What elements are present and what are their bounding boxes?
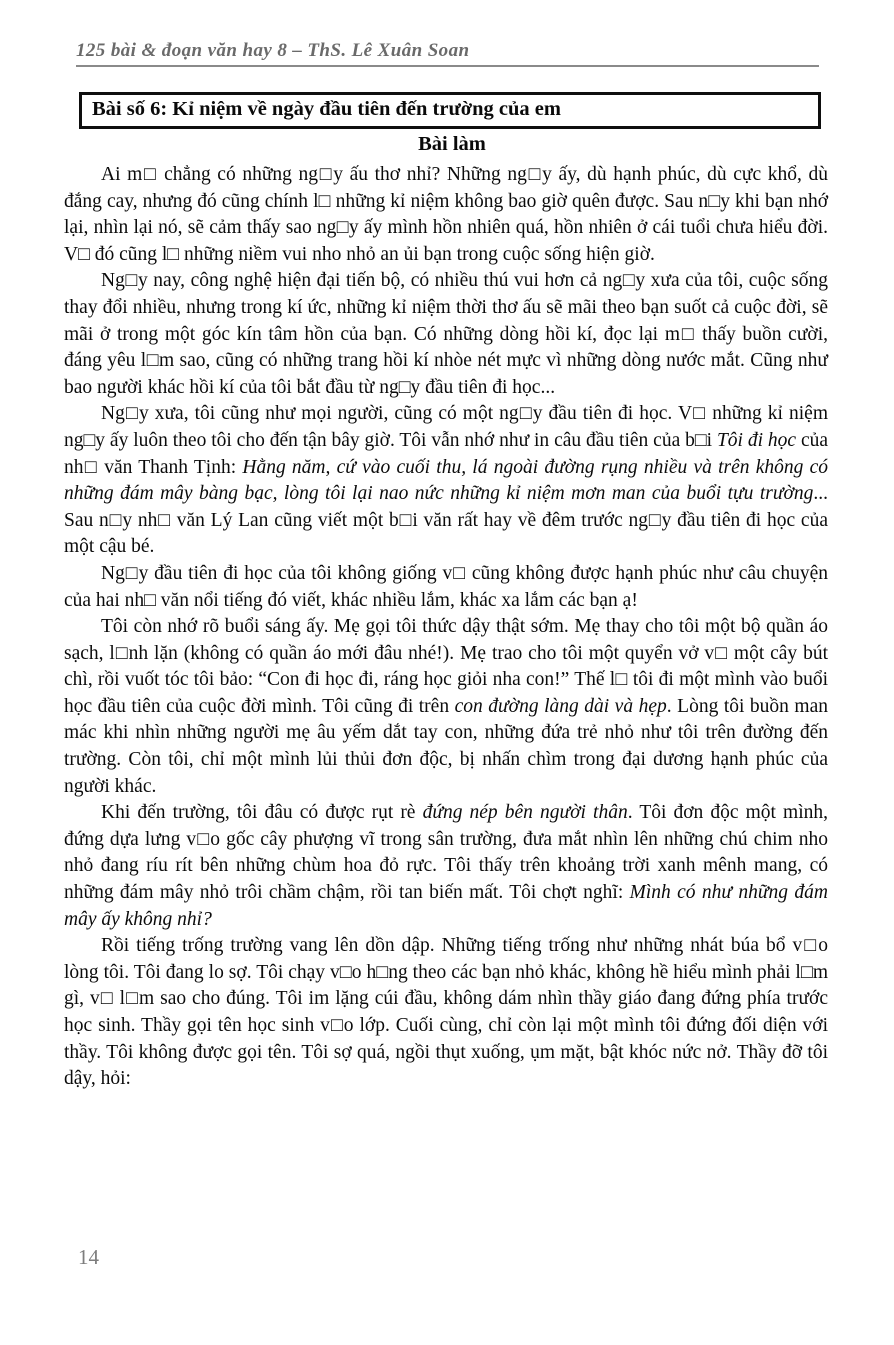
essay-paragraph: Tôi còn nhớ rõ buổi sáng ấy. Mẹ gọi tôi thức dậy thật sớm. Mẹ thay cho tôi một bộ quần áo sạch, l□nh lặn (không có quần áo mới đâu nhé!). Mẹ trao cho tôi một quyển vở v□ một cây bút chì, rồi vuốt tóc tôi bảo: “Con đi học đi, ráng học giỏi nha con!” Thế l□ tôi đi một mình vào buổi học đầu tiên của cuộc đời mình. Tôi cũng đi trên con đường làng dài và hẹp. Lòng tôi buồn man mác khi nhìn những người mẹ âu yếm dắt tay con, những đứa trẻ nhỏ như tôi trên đường đến trường. Còn tôi, chỉ một mình lủi thủi đơn độc, bị nhấn chìm trong đại dương hạnh phúc của người khác. <box>64 616 829 797</box>
essay-paragraph: Rồi tiếng trống trường vang lên dồn dập. Những tiếng trống như những nhát búa bổ v□o lòng tôi. Tôi đang lo sợ. Tôi chạy v□o h□ng theo các bạn nhỏ khác, không hề hiểu mình phải l□m gì, v□ l□m sao cho đúng. Tôi im lặng cúi đầu, không dám nhìn thầy giáo đang đứng phía trước học sinh. Thầy gọi tên học sinh v□o lớp. Cuối cùng, chỉ còn lại một mình tôi đứng đối diện với thầy. Tôi không được gọi tên. Tôi sợ quá, ngồi thụt xuống, ụm mặt, bật khóc nức nở. Thầy đỡ tôi dậy, hỏi: <box>64 935 828 1090</box>
page-number: 14 <box>78 1245 99 1269</box>
essay-content <box>64 162 828 1093</box>
essay-paragraph: Khi đến trường, tôi đâu có được rụt rè đứng nép bên người thân. Tôi đơn độc một mình, đứng dựa lưng v□o gốc cây phượng vĩ trong sân trường, đưa mắt nhìn lên những chú chim nho nhỏ đang ríu rít bên những chùm hoa đỏ rực. Tôi thấy trên khoảng trời xanh mênh mang, có những đám mây nhỏ trôi chầm chậm, rồi tan biến mất. Tôi chợt nghĩ: Mình có như những đám mây ấy không nhỉ? <box>64 802 829 930</box>
header-rule <box>76 65 819 67</box>
running-header <box>76 40 820 67</box>
essay-paragraph: Ai m□ chẳng có những ng□y ấu thơ nhỉ? Những ng□y ấy, dù hạnh phúc, dù cực khổ, dù đắng cay, nhưng đó cũng chính l□ những kỉ niệm không bao giờ quên được. Sau n□y khi bạn nhớ lại, nhìn lại nó, sẽ cảm thấy sao ng□y ấy mình hồn nhiên quá, hồn nhiên ở cái tuổi chưa hiểu đời. V□ đó cũng l□ những niềm vui nho nhỏ an ủi bạn trong cuộc sống hiện giờ. <box>64 164 828 265</box>
essay-paragraph: Ng□y đầu tiên đi học của tôi không giống v□ cũng không được hạnh phúc như câu chuyện của hai nh□ văn nổi tiếng đó viết, khác nhiều lắm, khác xa lắm các bạn ạ! <box>64 562 828 611</box>
essay-heading: Bài làm <box>418 133 486 155</box>
lesson-title-box <box>79 92 821 129</box>
lesson-title: Bài số 6: Kỉ niệm về ngày đầu tiên đến trường của em <box>92 98 561 120</box>
essay-paragraph: Ng□y nay, công nghệ hiện đại tiến bộ, có nhiều thú vui hơn cả ng□y xưa của tôi, cuộc sống thay đổi nhiều, nhưng trong kí ức, những kỉ niệm thời thơ ấu sẽ mãi theo bạn suốt cả cuộc đời, sẽ mãi ở trong một góc kín tâm hồn của bạn. Có những dòng hồi kí, đọc lại m□ thấy buồn cười, đáng yêu l□m sao, cũng có những trang hồi kí nhòe nét mực vì những dòng nước mắt. Cũng như bao người khác hồi kí của tôi bắt đầu từ ng□y đầu tiên đi học... <box>64 270 828 398</box>
essay-paragraph: Ng□y xưa, tôi cũng như mọi người, cũng có một ng□y đầu tiên đi học. V□ những kỉ niệm ng□y ấy luôn theo tôi cho đến tận bây giờ. Tôi vẫn nhớ như in câu đầu tiên của b□i Tôi đi học của nh□ văn Thanh Tịnh: Hằng năm, cứ vào cuối thu, lá ngoài đường rụng nhiều và trên không có những đám mây bàng bạc, lòng tôi lại nao nức những kỉ niệm mơn man của buổi tựu trường... Sau n□y nh□ văn Lý Lan cũng viết một b□i văn rất hay về đêm trước ng□y đầu tiên đi học của một cậu bé. <box>64 403 829 558</box>
book-title: 125 bài & đoạn văn hay 8 – ThS. Lê Xuân Soan <box>76 40 470 61</box>
